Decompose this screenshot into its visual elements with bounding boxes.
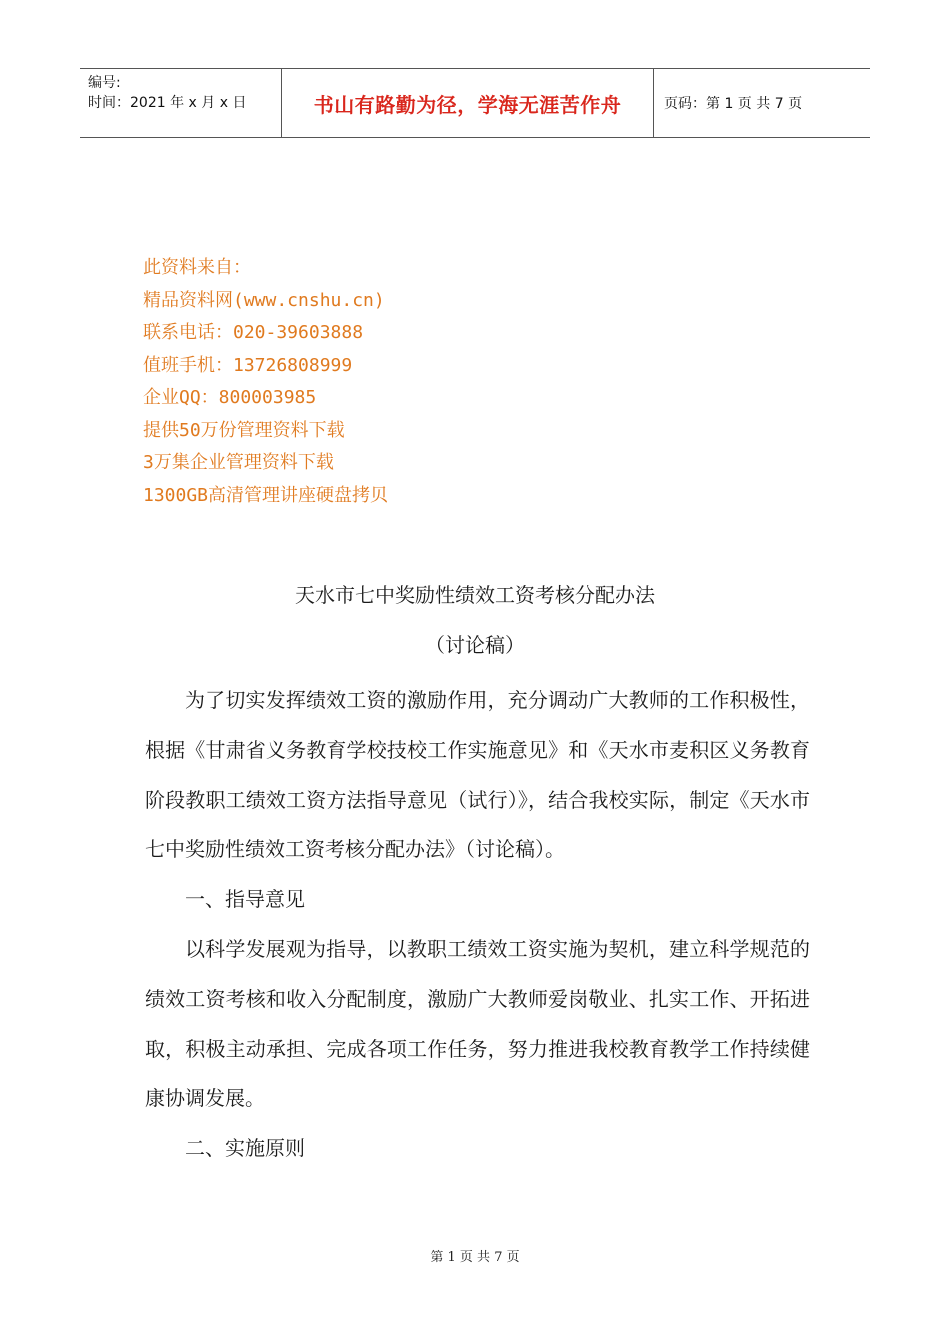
ad-line-website: 精品资料网(www.cnshu.cn) (143, 289, 385, 311)
ad-line-offer-2: 3万集企业管理资料下载 (143, 452, 334, 473)
motto-text: 书山有路勤为径，学海无涯苦作舟 (313, 92, 622, 117)
intro-paragraph: 为了切实发挥绩效工资的激励作用，充分调动广大教师的工作积极性，根据《甘肃省义务教育学校技校工作实施意见》和《天水市麦积区义务教育阶段教职工绩效工资方法指导意见（试行）》，结合我校实际，制定《天水市七中奖励性绩效工资考核分配办法》（讨论稿）。 (145, 688, 810, 862)
header-motto-cell (282, 69, 654, 137)
section-1-paragraph: 以科学发展观为指导，以教职工绩效工资实施为契机，建立科学规范的绩效工资考核和收入分配制度，激励广大教师爱岗敬业、扎实工作、开拓进取，积极主动承担、完成各项工作任务，努力推进我校教育教学工作持续健康协调发展。 (145, 936, 810, 1111)
page-footer: 第 1 页 共 7 页 (430, 1250, 520, 1265)
document-title: 天水市七中奖励性绩效工资考核分配办法 (295, 583, 655, 607)
section-1-heading: 一、指导意见 (185, 887, 305, 912)
time-label: 时间：2021 年 x 月 x 日 (88, 95, 247, 111)
section-2-heading: 二、实施原则 (185, 1136, 305, 1161)
ad-line-qq: 企业QQ：800003985 (143, 387, 317, 408)
source-info-block (143, 252, 388, 512)
header-page-cell (654, 69, 870, 137)
ad-line-mobile: 值班手机：13726808999 (143, 354, 353, 376)
ad-line-source: 此资料来自： (143, 257, 251, 278)
page-label: 页码：第 1 页 共 7 页 (664, 96, 803, 112)
ad-line-phone: 联系电话：020-39603888 (143, 322, 364, 343)
header-meta-cell (80, 69, 282, 137)
number-label: 编号: (88, 75, 121, 91)
ad-line-offer-3: 1300GB高清管理讲座硬盘拷贝 (143, 484, 389, 506)
document-subtitle: （讨论稿） (425, 633, 525, 657)
header-table (80, 68, 870, 138)
ad-line-offer-1: 提供50万份管理资料下载 (143, 419, 345, 441)
document-body (145, 676, 810, 1174)
